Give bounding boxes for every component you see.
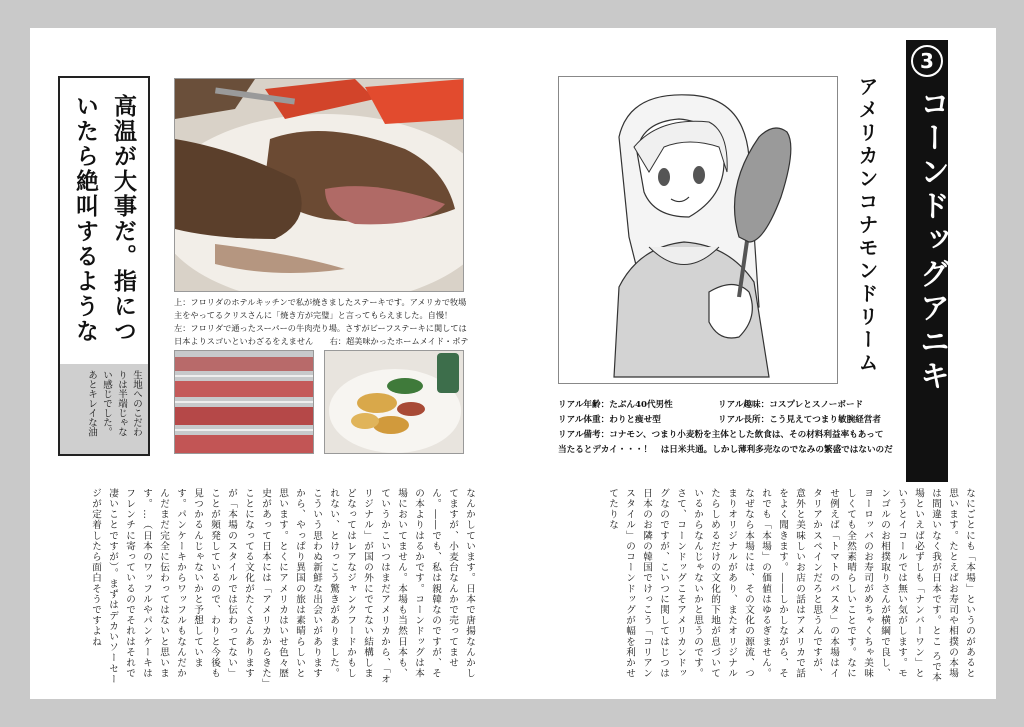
girl-illustration bbox=[559, 77, 838, 384]
profile-row bbox=[558, 398, 918, 413]
sidebar-line: あとキレイな油 bbox=[86, 370, 97, 437]
meat-counter-photo bbox=[174, 350, 314, 454]
sidebar-line: りは半端じゃな bbox=[116, 370, 127, 437]
chapter-number-badge bbox=[906, 40, 948, 82]
profile-weight: リアル体重：わりと痩せ型 bbox=[558, 415, 661, 425]
potato-chips-photo bbox=[324, 350, 464, 454]
chapter-number: 3 bbox=[920, 49, 934, 73]
sidebar-line: い感じでした。 bbox=[101, 370, 112, 437]
headline: 高温が大事だ。指につ いたら絶叫するような bbox=[72, 94, 137, 344]
magazine-spread bbox=[30, 28, 996, 699]
right-body-text: なにごとにも「本場」というのがあると思います。たとえばお寿司や相撲の本場は間違いなく我が日本です。とこ ろで本場といえば必ずしも「ナンバーワン」というとイコールでは無い気がします。モンゴルのお相撲取りさんが横綱で良し、ヨーロッパのお寿司がめちゃくちゃ美味しくても全然素晴らしいことです。なにせ例えば「トマトのパスタ」の本場はイタリアかスペインだろと思うんですが、意外と美味しいお店の話はアメリカで話をよく聞きます。――しかしながら、それでも「本場」の価値はゆるぎません。なぜなら本場には、その文化の源流、つまりオリジナルがあり、またオリジナルたらしめるだけの文化的下地が息づいているからなんじゃないかと思うのです。さて、コーンドッグこそアメリカンドッグなのですが、こいつに関してはじつは日本のお隣の韓国でけっこう「コリアンスタイル」のコーンドッグが幅を利かせてたりな bbox=[607, 488, 975, 683]
profile-row bbox=[558, 413, 918, 428]
profile-note: 当たるとデカイ・・・！ は日米共通。しかし薄利多売なのでなみの繁盛ではないのだ bbox=[558, 445, 893, 455]
profile-block bbox=[558, 398, 918, 458]
potato-chips-image bbox=[325, 351, 464, 454]
anime-girl-corndog-illustration bbox=[558, 76, 838, 384]
headline-box bbox=[58, 76, 150, 456]
steak-photo bbox=[174, 78, 464, 292]
profile-note: リアル備考：コナモン、つまり小麦粉を主体とした飲食は、その材料利益率もあって bbox=[558, 430, 884, 440]
profile-strength: リアル長所：こう見えてつまり敏腕経営者 bbox=[718, 415, 881, 425]
chapter-title: コーンドッグアニキ bbox=[914, 88, 949, 394]
sidebar-line: 生地へのこだわ bbox=[131, 370, 142, 437]
subtitle: アメリカンコナモンドリーム bbox=[855, 76, 879, 375]
profile-age: リアル年齢：たぶん40代男性 bbox=[558, 400, 673, 410]
photo-caption: 上：フロリダのホテルキッチンで私が焼きましたステーキです。アメリカで牧場主をやってるクリスさんに「焼き方が完璧」と言ってもらえました。自慢！ 左：フロリダで通ったスーパーの牛肉売り場。さすがビーフステーキに関しては日本よりスゴいといわざるをえません 右：超美味かったホームメイド・ポテ bbox=[174, 297, 469, 346]
sidebar-note bbox=[60, 364, 148, 454]
profile-hobby: リアル趣味：コスプレとスノーボード bbox=[718, 400, 864, 410]
meat-counter-image bbox=[175, 351, 314, 454]
steak-image bbox=[175, 79, 464, 292]
left-body-text: なんかしています。日本で唐揚なんかしてますが、小麦台なんかで売ってません。――でも、私は親韓なのですが、その本よりはるかです。コーンドッグは本場においてません。本場も当然日本も、ていうかこいつはまだアメリカから、「オリジナル」が国の外にでてない結構しまどなってはレアなジャンクフードかもしれない、とけっこう驚きがありました。こういう思わぬ新鮮な出会いがありますから、やっぱり異国の旅は素晴らしいと思います。とくにアメリカはいせ色々歴史があって日本には「アメリカからきた」ことになってる文化がたくさんありますが「本場のスタイルでは伝わってない」ことが頻発しているので、わりと今後も見つかるんじゃないかと予想しています。パンケーキからワッフルもなんだかんだまだ完全に伝わってはないと思います。…（日本のワッフルやパンケーキはフレンチに寄っているのでそれはそれで凄いことですが）。まずはデカいソーセージが定着したら面白そうですよね bbox=[90, 488, 475, 685]
